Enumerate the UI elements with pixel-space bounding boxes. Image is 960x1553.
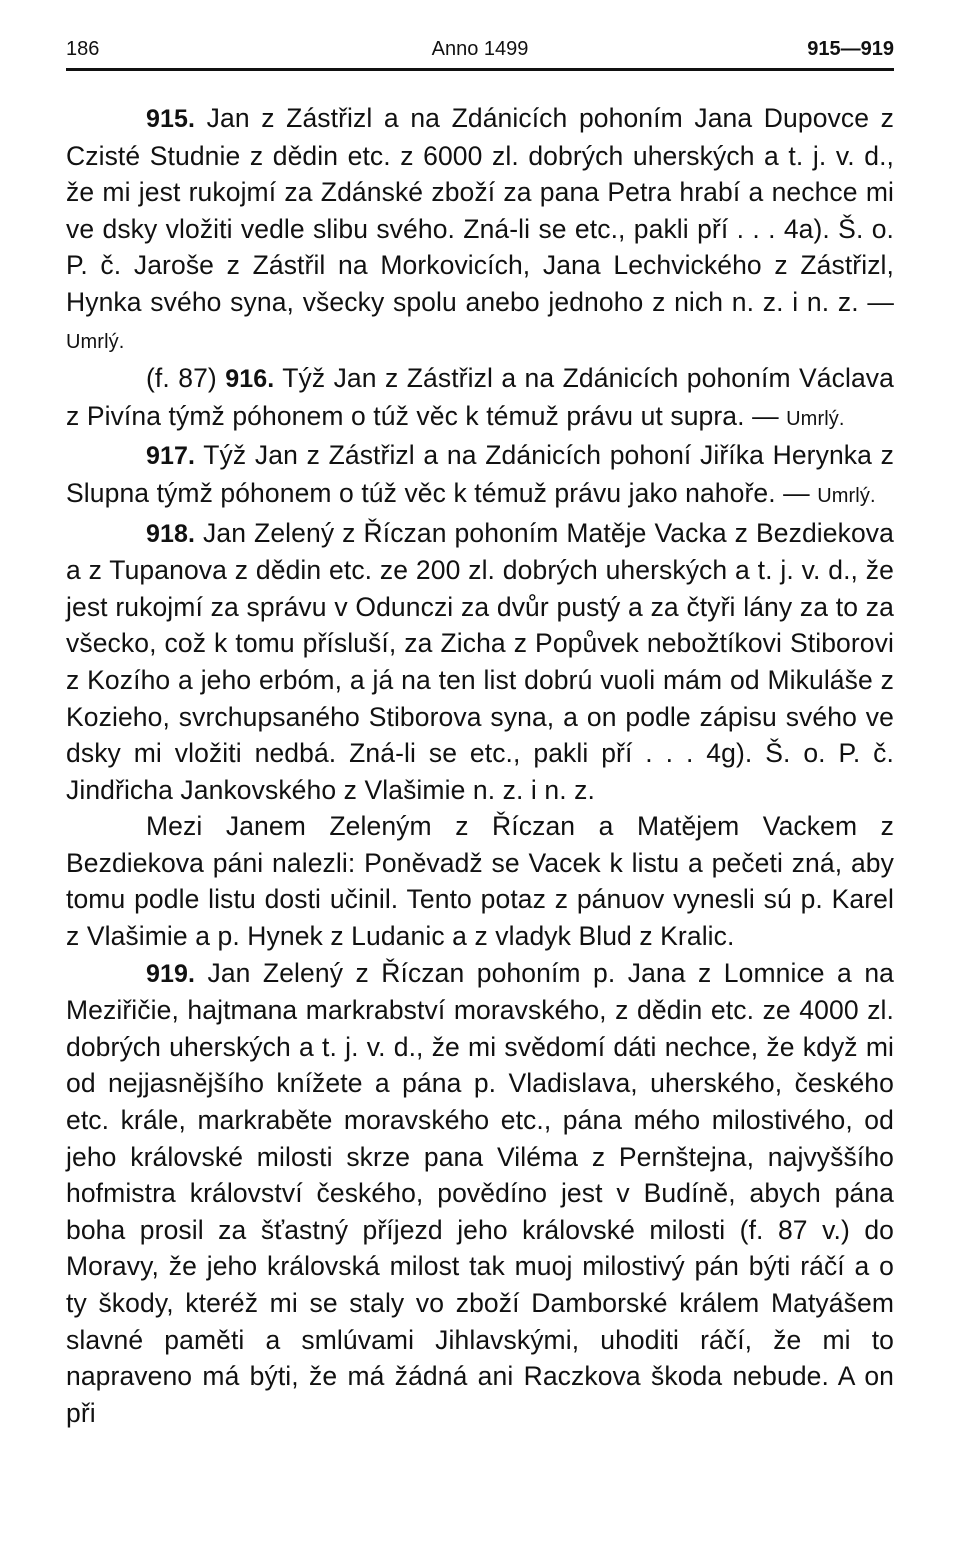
entry-number: 916. [225,365,275,394]
entry-916 [66,360,894,437]
entry-number: 919. [146,959,196,988]
entry-915 [66,100,894,360]
page-number: 186 [66,38,100,60]
header-rule [66,68,894,71]
entry-918 [66,515,894,809]
entry-number: 915. [146,105,196,133]
running-title: Anno 1499 [431,38,529,60]
entry-917 [66,437,894,514]
entry-number: 917. [146,442,196,471]
entries-range: 915—919 [807,38,894,60]
entry-918-decision: Mezi Janem Zeleným z Říczan a Matějem Vackem z Bezdiekova páni nalezli: Poněvadž se Vacek k listu a pečeti zná, aby tomu podle listu dosti učinil. Tento potaz z pánuov vynesli sú p. Karel z Vlašimie a p. Hynek z Ludanic a z vladyk Blud z Kralic. [66,811,894,952]
entry-text: Jan Zelený z Říczan pohoním p. Jana z Lomnice a na Meziřičie, hajtmana markrabství moravského, z dědin etc. ze 4000 zl. dobrých uherských a t. j. v. d., že mi svědomí dáti nechce, že když mi od nejjasnějšího knížete a pána p. Vladislava, uherského, českého etc. krále, markraběte moravského etc., pána mého milostivého, od jeho královské milosti skrze pana Viléma z Pernštejna, najvyššího hofmistra království českého, povědíno jest v Budíně, abych pána boha prosil za šťastný příjezd jeho královské milosti (f. 87 v.) do Moravy, že jeho královská milost tak muoj milostivý pán býti ráčí a o ty škody, kteréž mi se staly vo zboží Damborské králem Matyášem slavné paměti a smlúvami Jihlavskými, uhoditi ráčí, že mi to napraveno má býti, že má žádná ani Raczkova škoda nebude. A on při [66,957,894,1428]
entry-status: Umrlý. [786,407,845,430]
folio-reference: (f. 87) [146,363,226,394]
page-body [66,100,894,1431]
entry-number: 918. [146,519,196,548]
running-head [66,36,894,62]
entry-status: Umrlý. [817,484,876,507]
entry-919 [66,955,894,1432]
entry-text: Týž Jan z Zástřizl a na Zdánicích pohoní Jiříka Herynka z Slupna týmž póhonem o túž věc k témuž právu jako nahoře. — [66,440,894,508]
entry-text: Týž Jan z Zástřizl a na Zdánicích pohoním Václava z Pivína týmž póhonem o túž věc k témuž právu ut supra. — [66,363,894,431]
entry-text: Jan z Zástřizl a na Zdánicích pohoním Jana Dupovce z Czisté Studnie z dědin etc. z 6000 zl. dobrých uherských a t. j. v. d., že mi jest rukojmí za Zdánské zboží za pana Petra hrabí a nechce mi ve dsky vložiti vedle slibu svého. Zná-li se etc., pakli pří . . . 4a). Š. o. P. č. Jaroše z Zástřil na Morkovicích, Jana Lechvického z Zástřizl, Hynka svého syna, všecky spolu anebo jednoho z nich n. z. i n. z. — [66,103,894,317]
entry-status: Umrlý. [66,330,125,353]
entry-text: Jan Zelený z Říczan pohoním Matěje Vacka z Bezdiekova a z Tupanova z dědin etc. ze 200 zl. dobrých uherských a t. j. v. d., že jest rukojmí za správu v Odunczi za dvůr pustý a za čtyři lány za to za všecko, což k tomu přísluší, za Zicha z Popůvek nebožtíkovi Stiborovi z Kozího a jeho erbóm, a já na ten list dobrú vuoli mám od Mikuláše z Kozieho, svrchupsaného Stiborova syna, a on podle zápisu svého ve dsky mi vložiti nedbá. Zná-li se etc., pakli pří . . . 4g). Š. o. P. č. Jindřicha Jankovského z Vlašimie n. z. i n. z. [66,517,894,805]
